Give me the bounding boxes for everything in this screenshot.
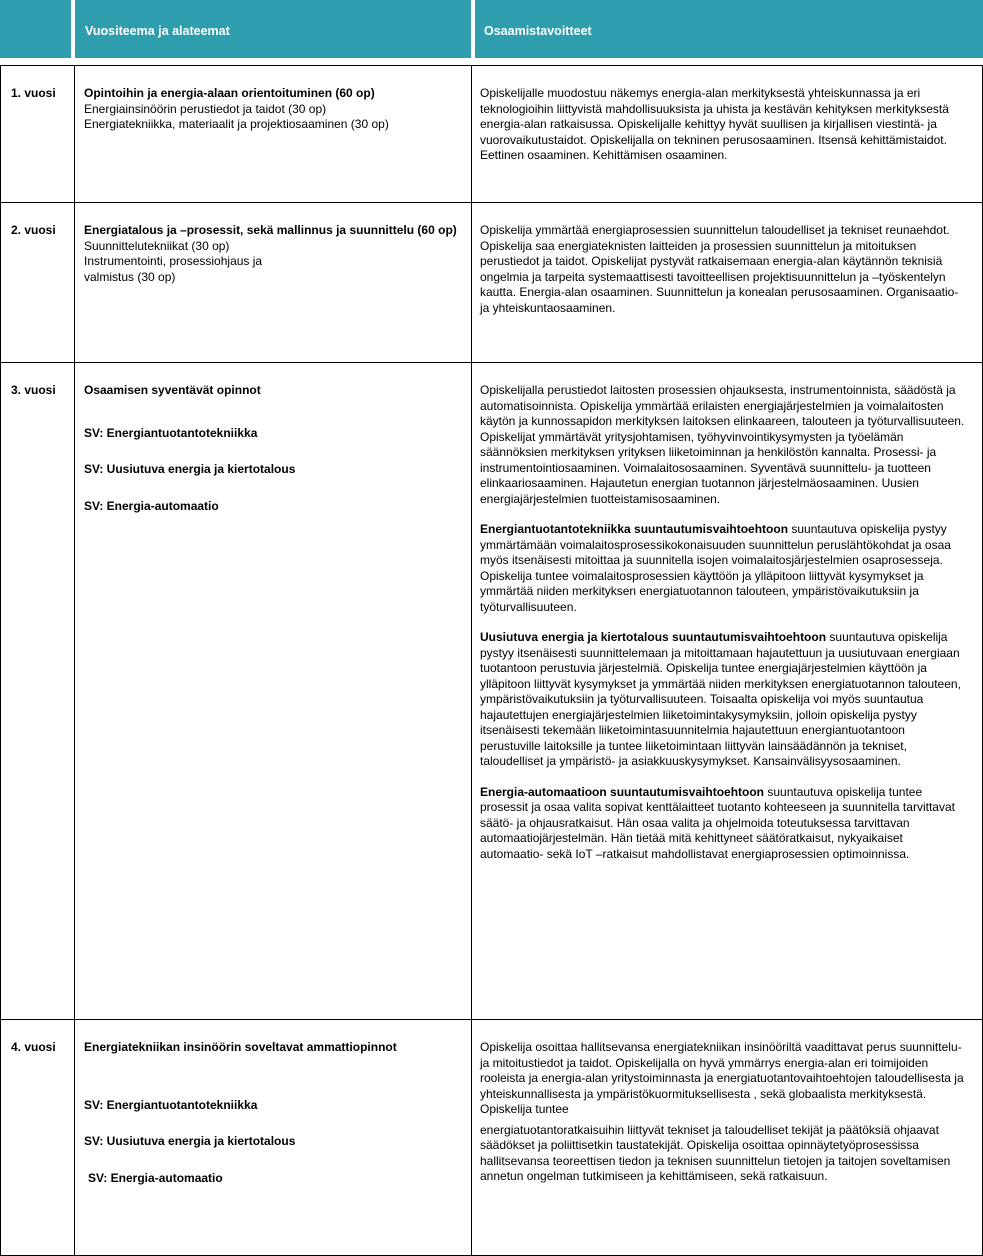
year-cell-3: 3. vuosi (1, 363, 75, 1020)
theme-cell-1 (75, 66, 472, 203)
objective-paragraph: Opiskelijalla perustiedot laitosten prosessien ohjauksesta, instrumentoinnista, säädöstä ja automatisoinnista. Opiskelija ymmärtää erilaisten energiajärjestelmien ja voimalaitosten käytön ja kunnossapidon merkityksen laitoksen elinkaareen, talouteen ja työturvallisuuteen. Opiskelijat ymmärtävät yritysjohtamisen, työhyvinvointikysymysten ja työelämän säännöksien merkityksen yrityksen liiketoiminnan ja henkilöstön kannalta. Prosessi- ja instrumentointiosaaminen. Voimalaitososaaminen. Syventävä suunnittelu- ja tuotteen elinkaariosaaminen. Hajautetun energian tuotannon järjestelmäosaaminen. Uusien energiajärjestelmien tuotteistamisosaaminen. (480, 383, 965, 506)
theme-cell-2 (75, 203, 472, 363)
theme-line: Instrumentointi, prosessiohjaus ja (84, 254, 263, 268)
year-cell-1: 1. vuosi (1, 66, 75, 203)
theme-line: Suunnittelutekniikat (30 op) (84, 238, 230, 253)
objective-paragraph: energiatuotantoratkaisuihin liittyvät tekniset ja taloudelliset tekijät ja päätöksiä ohjaavat säädökset ja poliittisetkin taustatekijät. Opiskelija osoittaa opinnäytetyöprosessissa hallitsevansa teoreettisen tiedon ja teknisen suunnittelun tietojen ja taitojen soveltamisen annetun ongelman tutkimiseen ja kehittämiseen, sekä ratkaisuun. (480, 1122, 951, 1183)
year-cell-2: 2. vuosi (1, 203, 75, 363)
theme-title: Osaamisen syventävät opinnot (84, 383, 261, 397)
theme-line: valmistus (30 op) (84, 269, 176, 284)
objectives-cell-4 (472, 1020, 982, 1255)
theme-cell-3 (75, 363, 472, 1020)
objectives-cell-3 (472, 363, 982, 1020)
objective-paragraph: Opiskelija osoittaa hallitsevansa energiatekniikan insinööriltä vaadittavat perus suunnittelu- ja mitoitustiedot ja taidot. Opiskelijalla on hyvä ymmärrys energia-alan eri toimijoiden rooleista ja energia-alan yritystoiminnasta ja energiatuotantovaihtoehtojen taloudellisesta ja yhteiskunnallisesta ja ympäristökuormituksellisesta , sekä globaalista merkityksestä. Opiskelija tuntee (480, 1040, 964, 1116)
theme-line: Energiainsinöörin perustiedot ja taidot (30 op) (84, 101, 327, 116)
objective-paragraph: Uusiutuva energia ja kiertotalous suuntautumisvaihtoehtoon suuntautuva opiskelija pystyy itsenäisesti suunnittelemaan ja mitoittamaan hajautettuun ja uusiutuvaan energiaan tuotantoon perustuvia järjestelmiä. Opiskelija tuntee energiajärjestelmien käyttöön ja ylläpitoon liittyvät kysymykset ja ymmärtää niiden merkityksen energiatuotannon talouteen, ympäristövaikutuksiin ja työturvallisuuteen. Toisaalta opiskelija voi myös suuntautua hajautettujen energiajärjestelmien liiketoimintakysymyksiin, jolloin opiskelija pystyy itsenäisesti tekemään liiketoimintasuunnitelmia hajautettuun energiantuotantoon perustuville laitoksille ja tuntee liiketoimintaan liittyvän lainsäädännön ja tekniset, taloudelliset ja ympäristö- ja asiakkuuskysymykset. Kansainvälisyysosaaminen. (480, 630, 961, 768)
sv-option: SV: Energiantuotantotekniikka (84, 425, 258, 440)
header-body-gap (0, 58, 983, 65)
objective-paragraph: Opiskelija ymmärtää energiaprosessien suunnittelun taloudelliset ja tekniset reunaehdot. Opiskelija saa energiateknisten laitteiden ja prosessien suunnittelun ja mitoituksen perustiedot ja taidot. Opiskelijat pystyvät ratkaisemaan energia-alan käytännön teknisiä ongelmia ja tarpeita systemaattisesti tavoitteellisen projektisuunnittelun ja –työskentelyn kautta. Energia-alan osaaminen. Suunnittelun ja konealan perusosaaminen. Organisaatio- ja yhteiskuntaosaaminen. (480, 223, 959, 315)
sv-option: SV: Uusiutuva energia ja kiertotalous (84, 462, 296, 476)
table-header-row (0, 0, 983, 58)
objectives-cell-2 (472, 203, 982, 363)
theme-title: Opintoihin ja energia-alaan orientoituminen (60 op) (84, 86, 375, 100)
table-body (0, 65, 983, 1256)
objectives-cell-1 (472, 66, 982, 203)
sv-option: SV: Uusiutuva energia ja kiertotalous (84, 1134, 296, 1148)
header-theme-cell: Vuositeema ja alateemat (75, 0, 471, 58)
objective-paragraph: Energiantuotantotekniikka suuntautumisvaihtoehtoon suuntautuva opiskelija pystyy ymmärtämään voimalaitosprosessikokonaisuuden suunnittelun peruslähtökohdat ja osaa myös itsenäisesti mitoittaa ja suunnitella isojen voimalaitosjärjestelmien osaprosesseja. Opiskelija tuntee voimalaitosprosessien käyttöön ja ylläpitoon liittyvät kysymykset ja ymmärtää niiden merkityksen energiatuotannon talouteen, ympäristövaikutuksiin ja työturvallisuuteen. (480, 522, 951, 614)
sv-option: SV: Energia-automaatio (84, 498, 219, 513)
theme-cell-4 (75, 1020, 472, 1255)
sv-option: SV: Energiantuotantotekniikka (84, 1097, 258, 1112)
theme-title: Energiatekniikan insinöörin soveltavat ammattiopinnot (84, 1040, 397, 1054)
objective-paragraph: Energia-automaatioon suuntautumisvaihtoehtoon suuntautuva opiskelija tuntee prosessit ja osaa valita sopivat kenttälaitteet tuotanto kohteeseen ja suunnitella tarvittavat säätö- ja ohjausratkaisut. Hän osaa valita ja ohjelmoida toteutuksessa tarvittavan automaatiojärjestelmän. Hän tietää mitä kehittyneet säätöratkaisut, nykyaikaiset automaatio- sekä IoT –ratkaisut mahdollistavat energiaprosessien optimoinnissa. (480, 784, 955, 861)
year-cell-4: 4. vuosi (1, 1020, 75, 1255)
theme-line: Energiatekniikka, materiaalit ja projektiosaaminen (30 op) (84, 117, 389, 131)
objective-paragraph: Opiskelijalle muodostuu näkemys energia-alan merkityksestä yhteiskunnassa ja eri teknologioihin liittyvistä mahdollisuuksista ja uhista ja kestävän kehityksen merkityksestä energia-alan ratkaisussa. Opiskelijalle kehittyy hyvät suullisen ja kirjallisen viestintä- ja vuorovaikutustaidot. Opiskelijalla on tekninen perusosaaminen. Itsensä kehittämistaidot. Eettinen osaaminen. Kehittämisen osaaminen. (480, 86, 949, 162)
sv-option: SV: Energia-automaatio (88, 1170, 223, 1185)
theme-title: Energiatalous ja –prosessit, sekä mallinnus ja suunnittelu (60 op) (84, 223, 457, 237)
header-objectives-cell: Osaamistavoitteet (475, 0, 983, 58)
header-year-cell (0, 0, 71, 58)
